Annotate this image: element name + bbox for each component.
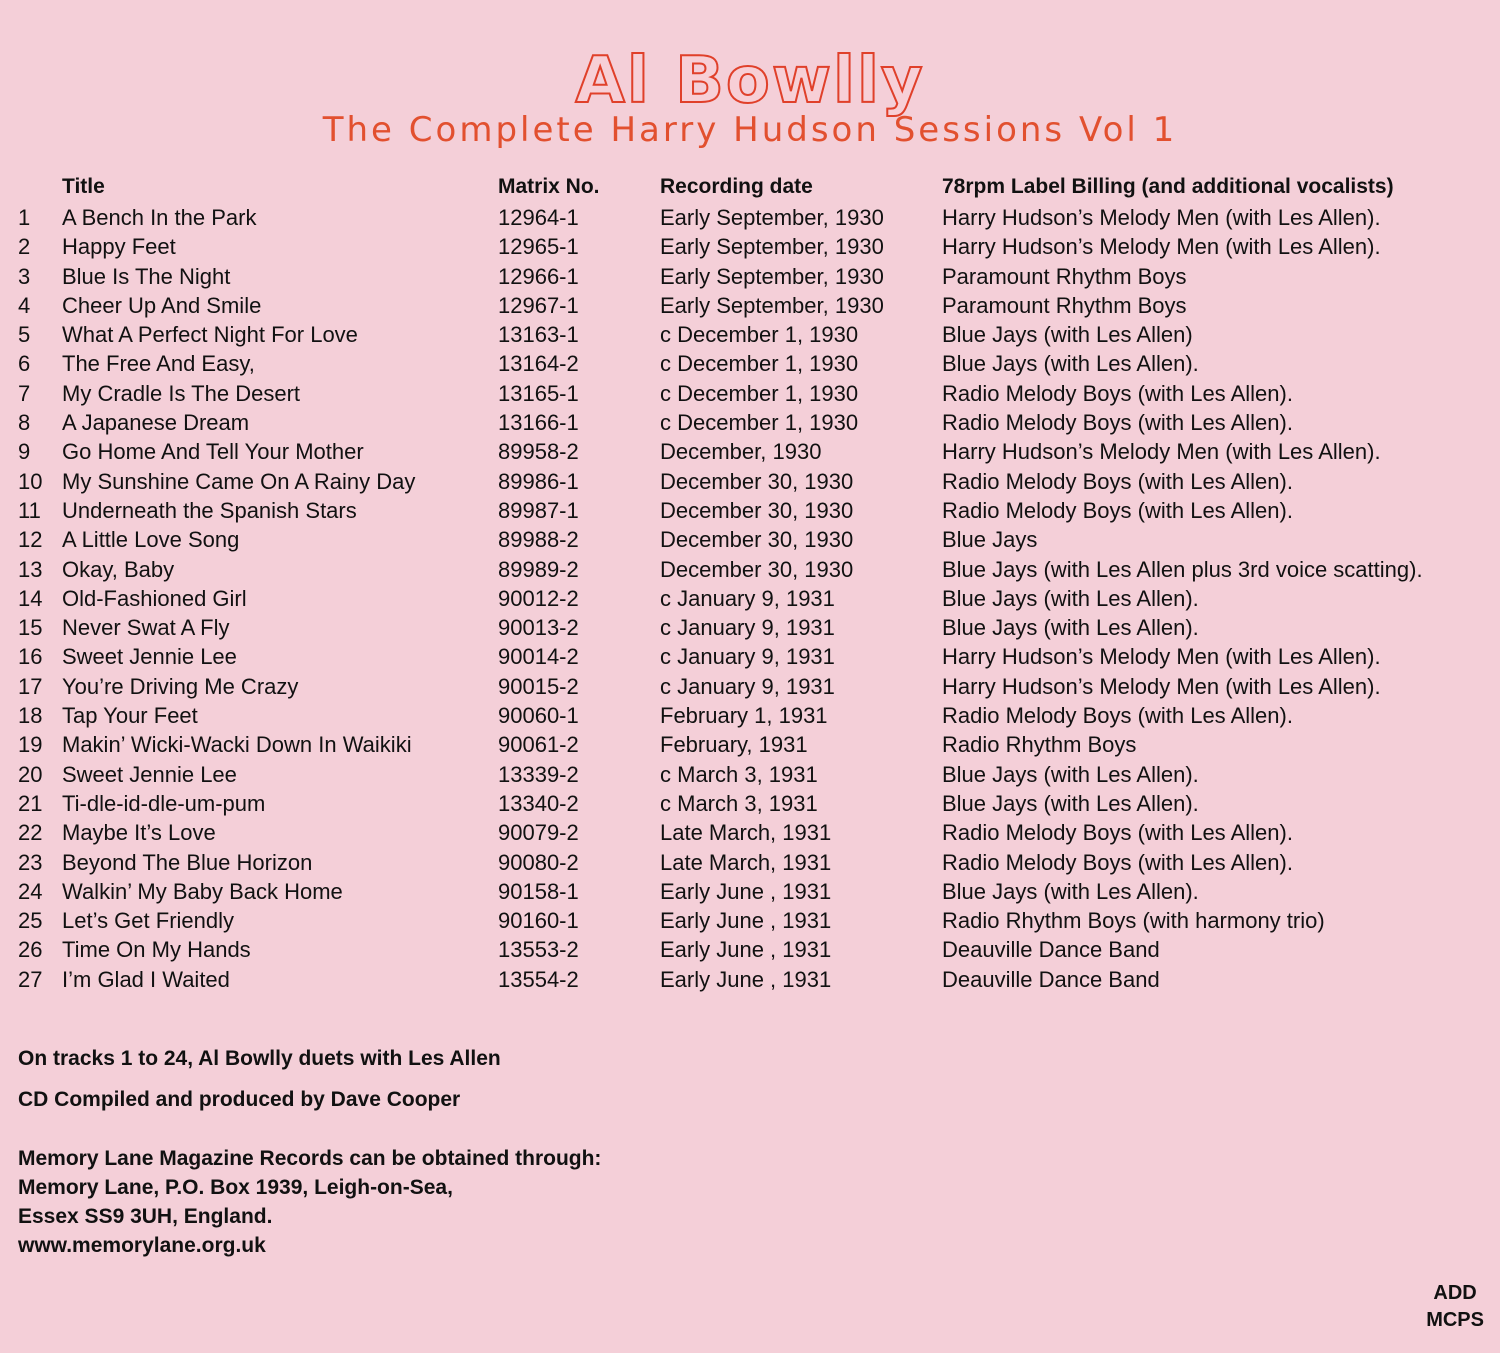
track-matrix: 12966-1 (498, 263, 579, 289)
track-date: December 30, 1930 (660, 556, 854, 582)
track-title: My Sunshine Came On A Rainy Day (62, 468, 416, 494)
track-number: 1 (18, 205, 31, 230)
track-row (18, 760, 1488, 789)
track-billing: Radio Melody Boys (with Les Allen). (942, 703, 1293, 729)
track-number: 26 (18, 937, 43, 963)
track-date: Early September, 1930 (660, 205, 884, 230)
track-date: February, 1931 (660, 732, 808, 758)
track-row (18, 818, 1488, 847)
track-number: 17 (18, 673, 43, 699)
track-billing: Blue Jays (with Les Allen). (942, 878, 1199, 904)
track-billing: Radio Melody Boys (with Les Allen). (942, 410, 1293, 436)
track-title: Go Home And Tell Your Mother (62, 439, 364, 465)
track-billing: Radio Melody Boys (with Les Allen). (942, 380, 1293, 406)
track-title: Underneath the Spanish Stars (62, 497, 357, 523)
track-billing: Radio Melody Boys (with Les Allen). (942, 849, 1293, 875)
track-billing: Blue Jays (with Les Allen plus 3rd voice scatting). (942, 556, 1423, 582)
track-title: What A Perfect Night For Love (62, 322, 358, 348)
column-header-title: Title (62, 175, 105, 198)
track-matrix: 90079-2 (498, 820, 579, 846)
track-row (18, 642, 1488, 671)
track-billing: Harry Hudson’s Melody Men (with Les Allen). (942, 673, 1381, 699)
track-title: Makin’ Wicki-Wacki Down In Waikiki (62, 732, 412, 758)
rights-codes (1426, 1280, 1484, 1334)
track-matrix: 13165-1 (498, 380, 579, 406)
track-matrix: 89986-1 (498, 468, 579, 494)
track-date: February 1, 1931 (660, 703, 828, 729)
track-date: c January 9, 1931 (660, 585, 835, 611)
column-header-date: Recording date (660, 175, 813, 198)
track-date: Early June , 1931 (660, 908, 832, 934)
track-row (18, 437, 1488, 466)
track-row (18, 848, 1488, 877)
track-title: Old-Fashioned Girl (62, 585, 247, 611)
track-title: Okay, Baby (62, 556, 175, 582)
track-title: Cheer Up And Smile (62, 292, 262, 318)
track-matrix: 12967-1 (498, 292, 579, 318)
track-title: Maybe It’s Love (62, 820, 216, 846)
track-title: A Little Love Song (62, 527, 240, 553)
track-number: 12 (18, 527, 43, 553)
track-title: Happy Feet (62, 234, 176, 260)
track-date: c January 9, 1931 (660, 644, 835, 670)
track-date: Early September, 1930 (660, 234, 884, 260)
track-title: A Japanese Dream (62, 410, 250, 436)
track-matrix: 90015-2 (498, 673, 579, 699)
liner-notes (18, 1044, 601, 1260)
track-title: Never Swat A Fly (62, 615, 230, 641)
website: www.memorylane.org.uk (18, 1234, 266, 1257)
track-matrix: 89987-1 (498, 497, 579, 523)
track-date: c January 9, 1931 (660, 673, 835, 699)
track-matrix: 13554-2 (498, 966, 579, 992)
track-number: 6 (18, 351, 31, 377)
track-matrix: 90060-1 (498, 703, 579, 729)
track-matrix: 90158-1 (498, 878, 579, 904)
track-row (18, 262, 1488, 291)
track-number: 2 (18, 234, 31, 260)
track-date: c December 1, 1930 (660, 410, 859, 436)
column-header-billing: 78rpm Label Billing (and additional vocalists) (942, 175, 1394, 198)
track-billing: Harry Hudson’s Melody Men (with Les Allen). (942, 439, 1381, 465)
track-date: c December 1, 1930 (660, 380, 859, 406)
track-billing: Harry Hudson’s Melody Men (with Les Allen). (942, 234, 1381, 260)
track-row (18, 789, 1488, 818)
track-title: My Cradle Is The Desert (62, 380, 301, 406)
track-row (18, 525, 1488, 554)
artist-title: Al Bowlly (575, 44, 925, 118)
track-date: December 30, 1930 (660, 468, 854, 494)
track-title: You’re Driving Me Crazy (62, 673, 299, 699)
track-row (18, 584, 1488, 613)
track-billing: Blue Jays (with Les Allen). (942, 351, 1199, 377)
track-title: A Bench In the Park (62, 205, 257, 230)
track-row (18, 555, 1488, 584)
track-billing: Radio Melody Boys (with Les Allen). (942, 497, 1293, 523)
track-number: 20 (18, 761, 43, 787)
track-row (18, 701, 1488, 730)
address-line-3: Essex SS9 3UH, England. (18, 1205, 273, 1228)
track-title: Ti-dle-id-dle-um-pum (62, 790, 266, 816)
track-date: Early June , 1931 (660, 966, 832, 992)
track-number: 15 (18, 615, 43, 641)
track-row (18, 349, 1488, 378)
track-matrix: 12965-1 (498, 234, 579, 260)
track-number: 23 (18, 849, 43, 875)
track-billing: Radio Rhythm Boys (with harmony trio) (942, 908, 1325, 934)
track-matrix: 90013-2 (498, 615, 579, 641)
track-matrix: 90014-2 (498, 644, 579, 670)
track-title: The Free And Easy, (62, 351, 255, 377)
track-date: Early September, 1930 (660, 292, 884, 318)
track-row (18, 613, 1488, 642)
track-date: Early June , 1931 (660, 878, 832, 904)
track-date: December, 1930 (660, 439, 822, 465)
track-billing: Radio Melody Boys (with Les Allen). (942, 468, 1293, 494)
track-billing: Blue Jays (with Les Allen). (942, 761, 1199, 787)
track-number: 11 (18, 497, 41, 523)
track-matrix: 13164-2 (498, 351, 579, 377)
track-billing: Radio Melody Boys (with Les Allen). (942, 820, 1293, 846)
track-date: c December 1, 1930 (660, 351, 859, 377)
track-date: Early June , 1931 (660, 937, 832, 963)
track-number: 9 (18, 439, 31, 465)
track-matrix: 12964-1 (498, 205, 579, 230)
track-number: 5 (18, 322, 31, 348)
track-row (18, 203, 1488, 232)
track-date: December 30, 1930 (660, 527, 854, 553)
track-number: 22 (18, 820, 43, 846)
track-list (18, 172, 1488, 994)
track-row (18, 496, 1488, 525)
track-date: c March 3, 1931 (660, 761, 818, 787)
track-title: Sweet Jennie Lee (62, 644, 237, 670)
track-matrix: 89988-2 (498, 527, 579, 553)
track-billing: Blue Jays (with Les Allen). (942, 615, 1199, 641)
track-title: Blue Is The Night (62, 263, 231, 289)
track-row (18, 672, 1488, 701)
track-matrix: 90080-2 (498, 849, 579, 875)
track-number: 19 (18, 732, 43, 758)
track-billing: Deauville Dance Band (942, 937, 1160, 963)
address-line-2: Memory Lane, P.O. Box 1939, Leigh-on-Sea, (18, 1176, 453, 1199)
address-line-1: Memory Lane Magazine Records can be obtained through: (18, 1147, 602, 1170)
duet-note: On tracks 1 to 24, Al Bowlly duets with Les Allen (18, 1047, 501, 1070)
track-matrix: 89958-2 (498, 439, 579, 465)
compiler-credit: CD Compiled and produced by Dave Cooper (18, 1088, 461, 1111)
track-number: 21 (18, 790, 43, 816)
track-number: 10 (18, 468, 43, 494)
track-row (18, 291, 1488, 320)
track-row (18, 935, 1488, 964)
track-row (18, 232, 1488, 261)
track-matrix: 90160-1 (498, 908, 579, 934)
track-matrix: 13553-2 (498, 937, 579, 963)
track-date: c January 9, 1931 (660, 615, 835, 641)
track-title: Time On My Hands (62, 937, 251, 963)
track-number: 25 (18, 908, 43, 934)
track-billing: Blue Jays (942, 527, 1038, 553)
track-row (18, 379, 1488, 408)
track-row (18, 408, 1488, 437)
track-title: Beyond The Blue Horizon (62, 849, 313, 875)
track-row (18, 906, 1488, 935)
track-matrix: 13166-1 (498, 410, 579, 436)
track-billing: Blue Jays (with Les Allen). (942, 585, 1199, 611)
track-row (18, 467, 1488, 496)
track-matrix: 90012-2 (498, 585, 579, 611)
track-number: 18 (18, 703, 43, 729)
track-billing: Radio Rhythm Boys (942, 732, 1137, 758)
track-number: 27 (18, 966, 43, 992)
track-number: 3 (18, 263, 31, 289)
track-number: 7 (18, 380, 31, 406)
column-header-matrix: Matrix No. (498, 175, 600, 198)
track-row (18, 877, 1488, 906)
track-number: 13 (18, 556, 43, 582)
track-billing: Harry Hudson’s Melody Men (with Les Allen). (942, 205, 1381, 230)
track-title: Walkin’ My Baby Back Home (62, 878, 343, 904)
track-title: Tap Your Feet (62, 703, 198, 729)
track-date: Early September, 1930 (660, 263, 884, 289)
track-matrix: 13339-2 (498, 761, 579, 787)
track-billing: Deauville Dance Band (942, 966, 1160, 992)
track-billing: Blue Jays (with Les Allen) (942, 322, 1193, 348)
mcps-code: MCPS (1426, 1309, 1484, 1331)
track-number: 14 (18, 585, 43, 611)
track-billing: Harry Hudson’s Melody Men (with Les Allen). (942, 644, 1381, 670)
track-billing: Paramount Rhythm Boys (942, 292, 1187, 318)
track-number: 16 (18, 644, 43, 670)
track-date: c March 3, 1931 (660, 790, 818, 816)
track-billing: Paramount Rhythm Boys (942, 263, 1187, 289)
track-date: Late March, 1931 (660, 820, 832, 846)
track-list-header (18, 172, 1488, 203)
track-number: 24 (18, 878, 43, 904)
track-number: 4 (18, 292, 31, 318)
track-row (18, 320, 1488, 349)
track-date: Late March, 1931 (660, 849, 832, 875)
track-matrix: 13163-1 (498, 322, 579, 348)
track-billing: Blue Jays (with Les Allen). (942, 790, 1199, 816)
add-code: ADD (1433, 1282, 1477, 1304)
track-title: Let’s Get Friendly (62, 908, 235, 934)
track-title: Sweet Jennie Lee (62, 761, 237, 787)
album-title: The Complete Harry Hudson Sessions Vol 1 (322, 110, 1178, 150)
track-title: I’m Glad I Waited (62, 966, 230, 992)
track-date: c December 1, 1930 (660, 322, 859, 348)
track-matrix: 90061-2 (498, 732, 579, 758)
track-date: December 30, 1930 (660, 497, 854, 523)
track-matrix: 89989-2 (498, 556, 579, 582)
track-matrix: 13340-2 (498, 790, 579, 816)
track-number: 8 (18, 410, 31, 436)
track-row (18, 965, 1488, 994)
track-row (18, 730, 1488, 759)
